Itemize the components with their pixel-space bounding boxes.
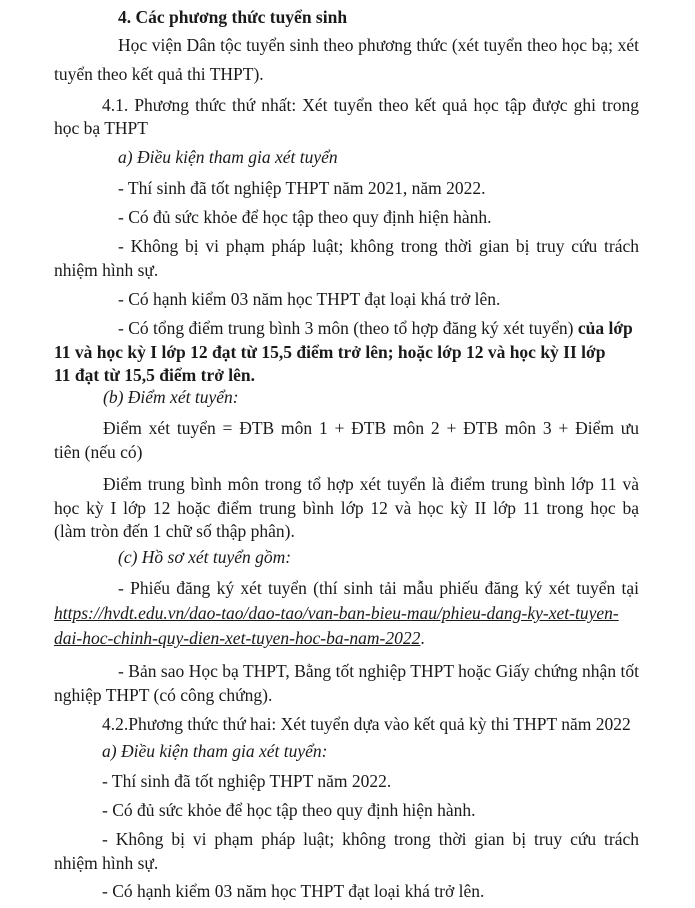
score-average-line-2: học kỳ I lớp 12 hoặc điểm trung bình lớp 12 và học kỳ II lớp 11 trong học bạ [54, 498, 639, 518]
method2-condition-conduct: - Có hạnh kiểm 03 năm học THPT đạt loại khá trở lên. [102, 881, 485, 901]
method1-condition-score-line-1 [118, 317, 639, 339]
documents-form-line-1: - Phiếu đăng ký xét tuyển (thí sinh tải mẫu phiếu đăng ký xét tuyển tại [118, 578, 639, 598]
score-formula-line-2: tiên (nếu có) [54, 442, 143, 462]
method1-title-line-2: học bạ THPT [54, 118, 148, 138]
intro-line-1: Học viện Dân tộc tuyển sinh theo phương thức (xét tuyển theo học bạ; xét [118, 35, 639, 55]
method1-condition-law-line-1: - Không bị vi phạm pháp luật; không trong thời gian bị truy cứu trách [118, 236, 639, 256]
method1-condition-graduated: - Thí sinh đã tốt nghiệp THPT năm 2021, năm 2022. [118, 178, 486, 198]
documents-heading: (c) Hồ sơ xét tuyển gồm: [118, 547, 292, 567]
method1-condition-law-line-2: nhiệm hình sự. [54, 260, 159, 280]
registration-form-link-line-2[interactable]: dai-hoc-chinh-quy-dien-xet-tuyen-hoc-ba-nam-2022 [54, 628, 421, 648]
method1-condition-score-line-3: 11 đạt từ 15,5 điểm trở lên. [54, 365, 256, 385]
registration-form-link-line-1[interactable]: https://hvdt.edu.vn/dao-tao/dao-tao/van-ban-bieu-mau/phieu-dang-ky-xet-tuyen- [54, 603, 619, 623]
intro-line-2: tuyển theo kết quả thi THPT). [54, 64, 264, 84]
method2-condition-law-line-2: nhiệm hình sự. [54, 853, 159, 873]
method1-condition-score-line-2: 11 và học kỳ I lớp 12 đạt từ 15,5 điểm trở lên; hoặc lớp 12 và học kỳ II lớp [54, 342, 606, 362]
section-heading: 4. Các phương thức tuyển sinh [118, 7, 348, 27]
score-average-line-3: (làm tròn đến 1 chữ số thập phân). [54, 521, 295, 541]
link-period: . [420, 628, 425, 648]
method1-condition-conduct: - Có hạnh kiểm 03 năm học THPT đạt loại khá trở lên. [118, 289, 501, 309]
score-condition-text: - Có tổng điểm trung bình 3 môn (theo tổ hợp đăng ký xét tuyển) [118, 318, 574, 338]
method1-condition-health: - Có đủ sức khỏe để học tập theo quy định hiện hành. [118, 207, 492, 227]
method2-condition-law-line-1: - Không bị vi phạm pháp luật; không trong thời gian bị truy cứu trách [102, 829, 639, 849]
documents-transcript-line-2: nghiệp THPT (có công chứng). [54, 685, 273, 705]
documents-transcript-line-1: - Bản sao Học bạ THPT, Bằng tốt nghiệp THPT hoặc Giấy chứng nhận tốt [118, 661, 639, 681]
method2-title: 4.2.Phương thức thứ hai: Xét tuyển dựa vào kết quả kỳ thi THPT năm 2022 [102, 714, 631, 734]
score-heading: (b) Điểm xét tuyển: [103, 387, 239, 407]
score-average-line-1: Điểm trung bình môn trong tổ hợp xét tuyển là điểm trung bình lớp 11 và [103, 474, 639, 494]
score-condition-bold: của lớp [577, 318, 633, 338]
score-formula-line-1: Điểm xét tuyển = ĐTB môn 1 + ĐTB môn 2 + ĐTB môn 3 + Điểm ưu [103, 418, 639, 438]
method2-condition-health: - Có đủ sức khỏe để học tập theo quy định hiện hành. [102, 800, 476, 820]
method1-conditions-heading: a) Điều kiện tham gia xét tuyển [118, 147, 338, 167]
method2-condition-graduated: - Thí sinh đã tốt nghiệp THPT năm 2022. [102, 771, 392, 791]
method1-title-line-1: 4.1. Phương thức thứ nhất: Xét tuyển theo kết quả học tập được ghi trong [102, 95, 639, 115]
registration-form-link-line-2-wrap [54, 627, 425, 649]
method2-conditions-heading: a) Điều kiện tham gia xét tuyển: [102, 741, 328, 761]
